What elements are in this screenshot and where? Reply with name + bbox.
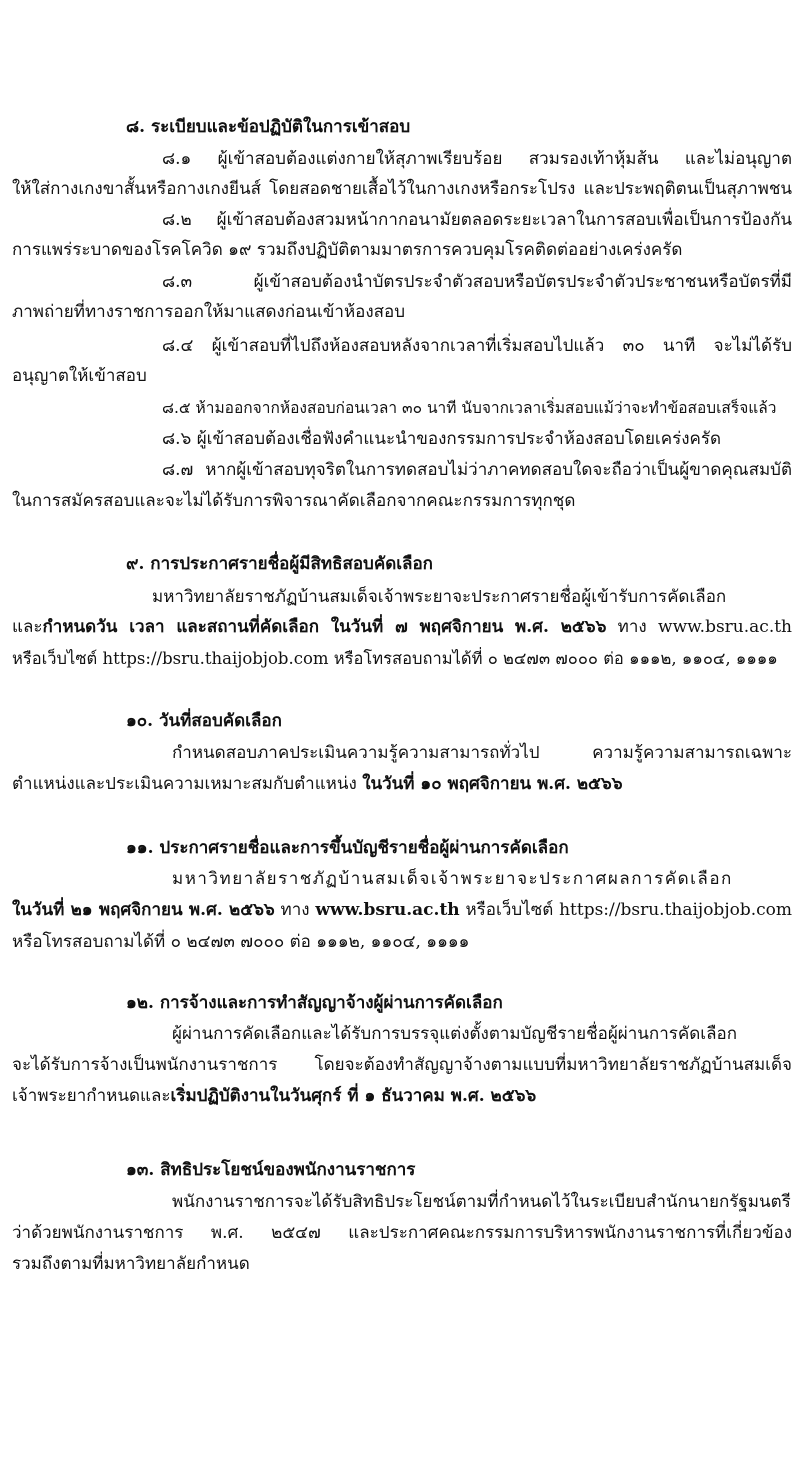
- date-highlight: กำหนดวัน เวลา และสถานที่คัดเลือก ในวันที่ ๗ พฤศจิกายน พ.ศ. ๒๕๖๖: [42, 617, 607, 637]
- date-highlight: เริ่มปฏิบัติงานในวันศุกร์ ที่ ๑ ธันวาคม พ.ศ. ๒๕๖๖: [170, 1086, 537, 1106]
- section-10-paragraph: กำหนดสอบภาคประเมินความรู้ความสามารถทั่วไป ความรู้ความสามารถเฉพาะ: [172, 743, 792, 763]
- section-8-paragraph: ภาพถ่ายที่ทางราชการออกให้มาแสดงก่อนเข้าห้องสอบ: [12, 302, 406, 322]
- section-8-paragraph: ๘.๗ หากผู้เข้าสอบทุจริตในการทดสอบไม่ว่าภาคทดสอบใดจะถือว่าเป็นผู้ขาดคุณสมบัติ: [162, 460, 792, 480]
- section-11-paragraph: หรือโทรสอบถามได้ที่ ๐ ๒๔๗๓ ๗๐๐๐ ต่อ ๑๑๑๒, ๑๑๐๔, ๑๑๑๑: [12, 932, 470, 952]
- section-9-paragraph: หรือเว็บไซต์ https://bsru.thaijobjob.com หรือโทรสอบถามได้ที่ ๐ ๒๔๗๓ ๗๐๐๐ ต่อ ๑๑๑๒, ๑๑๐๔, ๑๑๑๑: [12, 649, 778, 668]
- section-9-heading: ๙. การประกาศรายชื่อผู้มีสิทธิสอบคัดเลือก: [126, 554, 433, 574]
- section-13-paragraph: รวมถึงตามที่มหาวิทยาลัยกำหนด: [12, 1254, 250, 1274]
- section-8-paragraph: การแพร่ระบาดของโรคโควิด ๑๙ รวมถึงปฏิบัติตามมาตรการควบคุมโรคติดต่ออย่างเคร่งครัด: [12, 240, 683, 260]
- section-11-heading: ๑๑. ประกาศรายชื่อและการขึ้นบัญชีรายชื่อผู้ผ่านการคัดเลือก: [126, 838, 569, 858]
- section-10-paragraph: [12, 772, 622, 796]
- section-11-paragraph: มหาวิทยาลัยราชภัฏบ้านสมเด็จเจ้าพระยาจะประกาศผลการคัดเลือก: [172, 869, 733, 889]
- section-8-paragraph: ในการสมัครสอบและจะไม่ได้รับการพิจารณาคัดเลือกจากคณะกรรมการทุกชุด: [12, 491, 576, 511]
- section-8-paragraph: ๘.๓ ผู้เข้าสอบต้องนำบัตรประจำตัวสอบหรือบัตรประจำตัวประชาชนหรือบัตรที่มี: [162, 272, 792, 292]
- text-run: เจ้าพระยากำหนดและ: [12, 1086, 171, 1106]
- section-9-paragraph: [12, 615, 792, 639]
- section-13-heading: ๑๓. สิทธิประโยชน์ของพนักงานราชการ: [126, 1160, 416, 1180]
- section-12-paragraph: [12, 1084, 536, 1108]
- date-highlight: ในวันที่ ๒๑ พฤศจิกายน พ.ศ. ๒๕๖๖: [12, 900, 275, 920]
- text-run: ตำแหน่งและประเมินความเหมาะสมกับตำแหน่ง: [12, 774, 363, 794]
- text-run: ทาง www.bsru.ac.th: [606, 617, 793, 637]
- text-run: หรือเว็บไซต์ https://bsru.thaijobjob.com: [459, 900, 792, 920]
- website-link[interactable]: www.bsru.ac.th: [315, 900, 460, 920]
- section-8-paragraph: ๘.๕ ห้ามออกจากห้องสอบก่อนเวลา ๓๐ นาที นับจากเวลาเริ่มสอบแม้ว่าจะทำข้อสอบเสร็จแล้ว: [162, 399, 777, 417]
- section-9-paragraph: มหาวิทยาลัยราชภัฏบ้านสมเด็จเจ้าพระยาจะประกาศรายชื่อผู้เข้ารับการคัดเลือก: [152, 587, 727, 607]
- section-8-paragraph: ๘.๔ ผู้เข้าสอบที่ไปถึงห้องสอบหลังจากเวลาที่เริ่มสอบไปแล้ว ๓๐ นาที จะไม่ได้รับ: [162, 336, 792, 356]
- section-11-paragraph: [12, 898, 792, 922]
- section-10-heading: ๑๐. วันที่สอบคัดเลือก: [126, 711, 282, 731]
- section-12-paragraph: ผู้ผ่านการคัดเลือกและได้รับการบรรจุแต่งตั้งตามบัญชีรายชื่อผู้ผ่านการคัดเลือก: [172, 1024, 738, 1044]
- text-run: และ: [12, 617, 43, 637]
- date-highlight: ในวันที่ ๑๐ พฤศจิกายน พ.ศ. ๒๕๖๖: [362, 774, 623, 794]
- section-13-paragraph: ว่าด้วยพนักงานราชการ พ.ศ. ๒๕๔๗ และประกาศคณะกรรมการบริหารพนักงานราชการที่เกี่ยวข้อง: [12, 1223, 792, 1243]
- section-12-heading: ๑๒. การจ้างและการทำสัญญาจ้างผู้ผ่านการคัดเลือก: [126, 993, 503, 1013]
- section-8-heading: ๘. ระเบียบและข้อปฏิบัติในการเข้าสอบ: [126, 117, 411, 137]
- section-8-paragraph: ๘.๒ ผู้เข้าสอบต้องสวมหน้ากากอนามัยตลอดระยะเวลาในการสอบเพื่อเป็นการป้องกัน: [162, 210, 792, 230]
- section-8-paragraph: ๘.๑ ผู้เข้าสอบต้องแต่งกายให้สุภาพเรียบร้อย สวมรองเท้าหุ้มส้น และไม่อนุญาต: [162, 149, 792, 169]
- section-8-paragraph: ให้ใส่กางเกงขาสั้นหรือกางเกงยีนส์ โดยสอดชายเสื้อไว้ในกางเกงหรือกระโปรง และประพฤติตนเป็นสุภาพชน: [12, 179, 792, 199]
- section-8-paragraph: ๘.๖ ผู้เข้าสอบต้องเชื่อฟังคำแนะนำของกรรมการประจำห้องสอบโดยเคร่งครัด: [162, 429, 722, 449]
- section-13-paragraph: พนักงานราชการจะได้รับสิทธิประโยชน์ตามที่กำหนดไว้ในระเบียบสำนักนายกรัฐมนตรี: [172, 1192, 791, 1212]
- text-run: ทาง: [274, 900, 316, 920]
- section-8-paragraph: อนุญาตให้เข้าสอบ: [12, 366, 147, 386]
- section-12-paragraph: จะได้รับการจ้างเป็นพนักงานราชการ โดยจะต้องทำสัญญาจ้างตามแบบที่มหาวิทยาลัยราชภัฏบ้านสมเด็จ: [12, 1055, 792, 1075]
